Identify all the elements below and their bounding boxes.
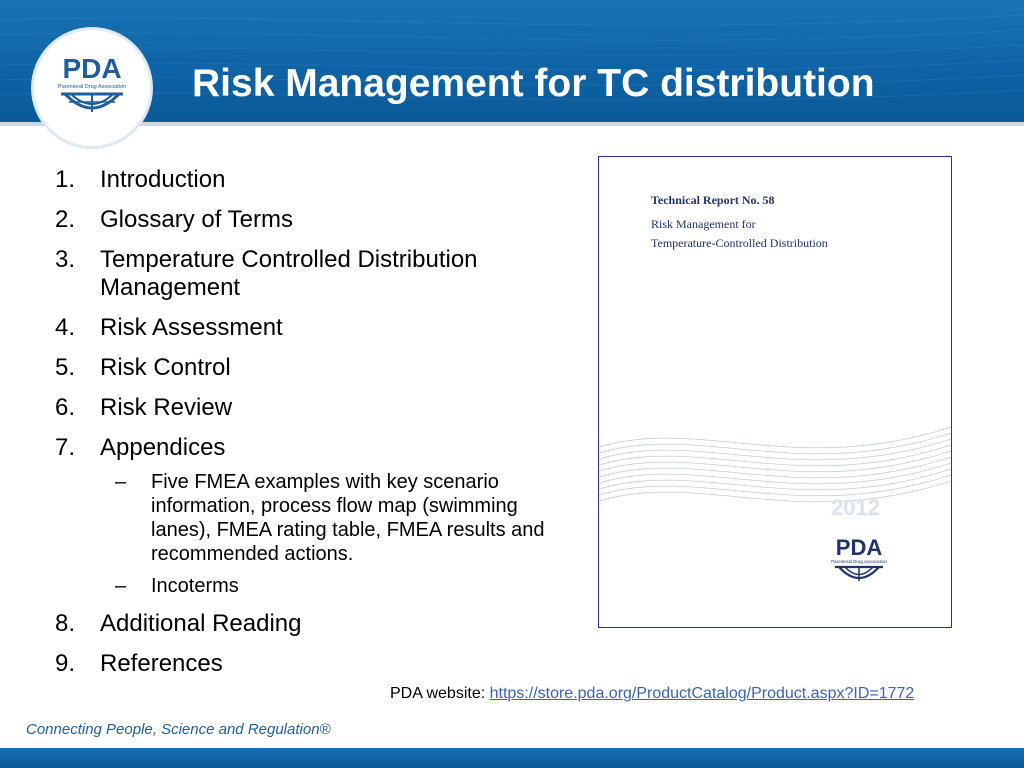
footer-tagline: Connecting People, Science and Regulation® — [26, 721, 331, 738]
subitem-label: Five FMEA examples with key scenario information, process flow map (swimming lanes), FMEA rating table, FMEA results and recommended actions. — [151, 471, 545, 565]
header-divider — [0, 122, 1024, 126]
cover-logo-text: PDA — [835, 535, 883, 560]
item-label: Glossary of Terms — [100, 206, 293, 233]
item-number: 8. — [55, 610, 76, 637]
item-number: 9. — [55, 650, 76, 677]
sub-list-item — [55, 470, 575, 566]
footer-bar — [0, 748, 1024, 768]
item-label: Risk Review — [100, 394, 233, 421]
website-prefix: PDA website: — [390, 685, 490, 702]
list-item — [55, 246, 575, 302]
list-item — [55, 314, 575, 342]
logo-text: PDA — [62, 53, 122, 84]
item-number: 6. — [55, 394, 76, 421]
cover-wave-lines — [599, 407, 951, 547]
item-label: Appendices — [100, 434, 226, 461]
cover-pda-logo-icon — [829, 535, 893, 587]
list-item — [55, 434, 575, 462]
cover-logo-subtext: Parenteral Drug Association — [831, 559, 887, 564]
pda-logo — [34, 30, 150, 146]
item-number: 2. — [55, 206, 76, 233]
report-title-line1: Risk Management for — [651, 217, 756, 231]
item-number: 1. — [55, 166, 76, 193]
list-item — [55, 394, 575, 422]
subitem-label: Incoterms — [151, 575, 239, 597]
website-link[interactable]: https://store.pda.org/ProductCatalog/Product.aspx?ID=1772 — [489, 685, 915, 702]
report-title-line2: Temperature-Controlled Distribution — [651, 236, 828, 250]
report-number: Technical Report No. 58 — [651, 193, 775, 207]
list-item — [55, 354, 575, 382]
item-label: Risk Assessment — [100, 314, 283, 341]
item-label: Risk Control — [100, 354, 231, 381]
item-number: 3. — [55, 246, 76, 273]
list-item — [55, 206, 575, 234]
report-year: 2012 — [831, 495, 880, 520]
dash-bullet: – — [115, 471, 127, 493]
list-item — [55, 166, 575, 194]
item-label: Temperature Controlled Distribution Management — [100, 246, 478, 301]
sub-list-item — [55, 574, 575, 598]
item-number: 7. — [55, 434, 76, 461]
list-item — [55, 610, 575, 638]
header-banner — [0, 0, 1024, 122]
item-label: Introduction — [100, 166, 226, 193]
item-number: 5. — [55, 354, 76, 381]
pda-globe-icon — [47, 52, 137, 124]
list-item — [55, 650, 575, 678]
item-number: 4. — [55, 314, 76, 341]
website-reference — [390, 685, 914, 703]
agenda-list — [55, 166, 575, 690]
item-label: References — [100, 650, 223, 677]
item-label: Additional Reading — [100, 610, 302, 637]
logo-subtext: Parenteral Drug Association — [57, 84, 127, 90]
page-title: Risk Management for TC distribution — [192, 62, 875, 105]
dash-bullet: – — [115, 575, 127, 597]
report-cover-image — [598, 156, 952, 628]
